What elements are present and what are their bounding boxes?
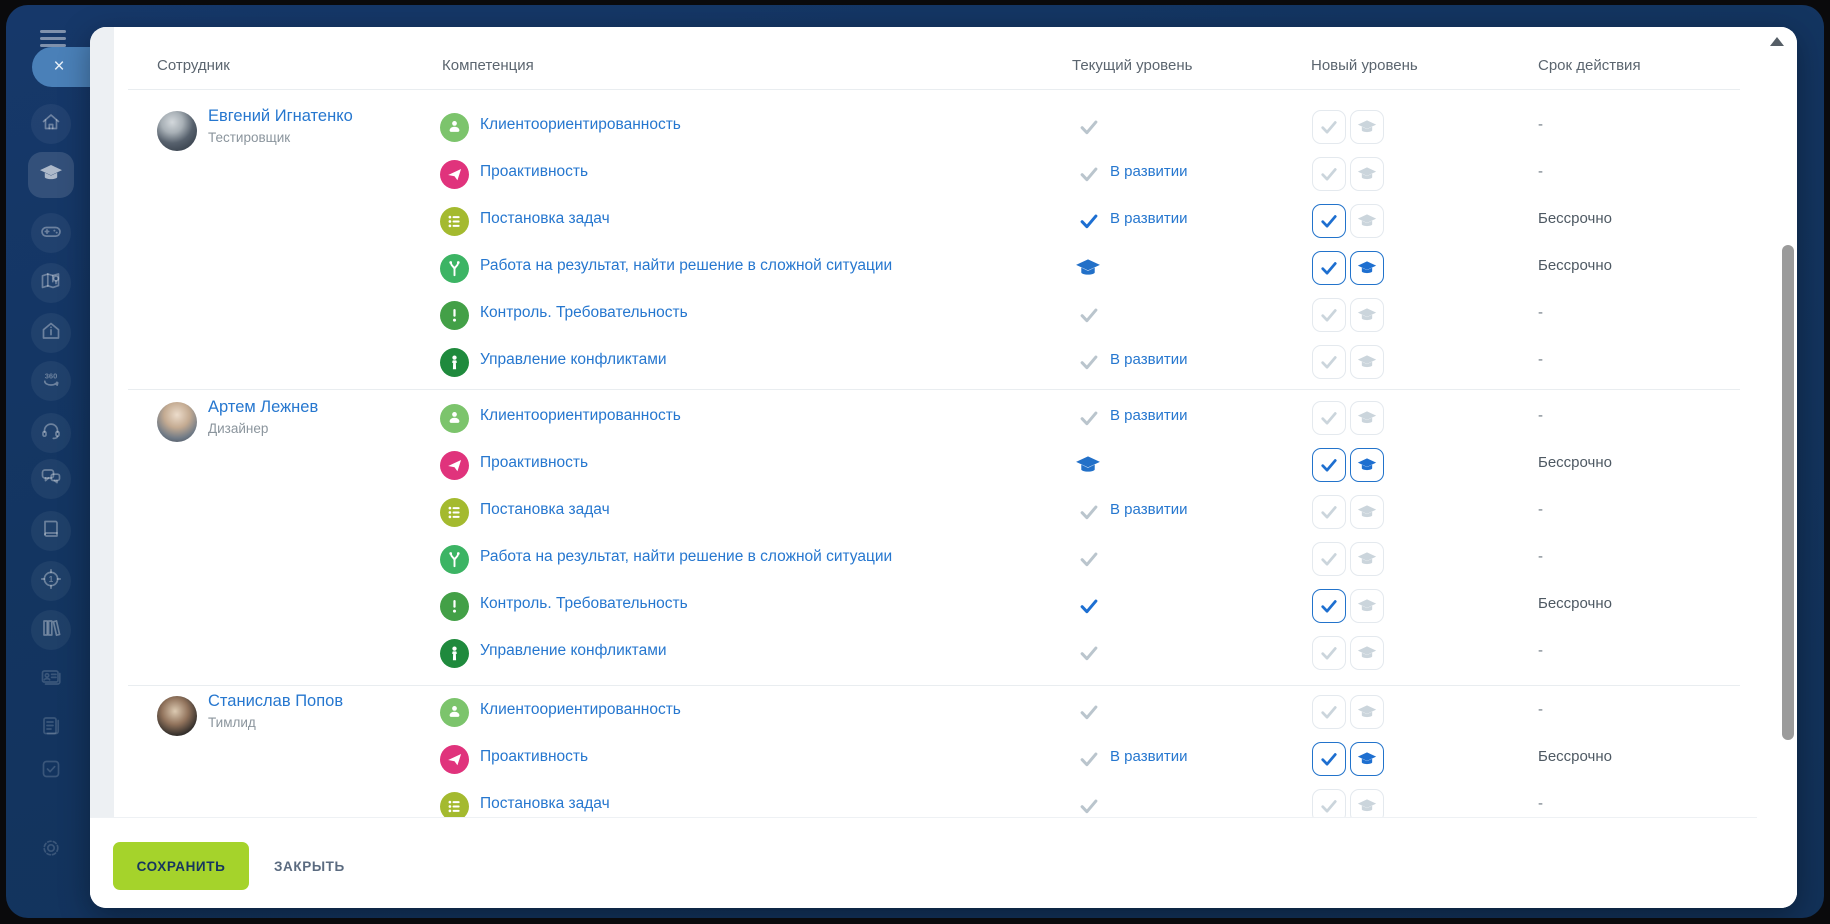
employee-role: Тестировщик — [208, 130, 291, 145]
control-icon — [440, 592, 469, 621]
sidebar-item-documents[interactable] — [31, 708, 71, 748]
competency-link[interactable]: Постановка задач — [480, 210, 610, 227]
competency-link[interactable]: Клиентоориентированность — [480, 701, 681, 718]
competency-link[interactable]: Клиентоориентированность — [480, 407, 681, 424]
modal-footer — [90, 818, 1797, 908]
avatar — [157, 696, 197, 736]
employee-name[interactable]: Станислав Попов — [208, 692, 344, 710]
new-level-cap-button[interactable] — [1350, 742, 1384, 776]
new-level-cap-button[interactable] — [1350, 448, 1384, 482]
in-development-label: В развитии — [1110, 748, 1188, 765]
proactivity-icon — [440, 160, 469, 189]
current-level-check-icon — [1078, 351, 1100, 373]
client-orientation-icon — [440, 698, 469, 727]
new-level-check-button[interactable] — [1312, 251, 1346, 285]
term-value: - — [1538, 548, 1543, 565]
new-level-check-button[interactable] — [1312, 345, 1346, 379]
sidebar-item-goal[interactable] — [31, 561, 71, 601]
result-icon — [440, 545, 469, 574]
in-development-label: В развитии — [1110, 501, 1188, 518]
scrollbar-track[interactable] — [1757, 27, 1797, 908]
client-orientation-icon — [440, 404, 469, 433]
term-value: - — [1538, 116, 1543, 133]
competency-link[interactable]: Проактивность — [480, 454, 589, 471]
sidebar-item-info-house[interactable] — [31, 313, 71, 353]
term-value: Бессрочно — [1538, 210, 1612, 227]
term-value: Бессрочно — [1538, 748, 1612, 765]
app-frame — [6, 5, 1824, 918]
sidebar-item-home[interactable] — [31, 104, 71, 144]
term-value: - — [1538, 304, 1543, 321]
new-level-cap-button[interactable] — [1350, 401, 1384, 435]
id-card-icon — [39, 665, 63, 694]
in-development-label: В развитии — [1110, 163, 1188, 180]
new-level-cap-button[interactable] — [1350, 495, 1384, 529]
proactivity-icon — [440, 745, 469, 774]
new-level-cap-button[interactable] — [1350, 636, 1384, 670]
competency-link[interactable]: Проактивность — [480, 163, 589, 180]
current-level-cap-icon — [1075, 255, 1101, 281]
competency-link[interactable]: Контроль. Требовательность — [480, 304, 688, 321]
column-header-employee: Сотрудник — [157, 57, 230, 74]
sidebar-item-library[interactable] — [31, 610, 71, 650]
new-level-check-button[interactable] — [1312, 110, 1346, 144]
competency-link[interactable]: Проактивность — [480, 748, 589, 765]
current-level-check-icon — [1078, 501, 1100, 523]
task-setting-icon — [440, 207, 469, 236]
new-level-cap-button[interactable] — [1350, 110, 1384, 144]
in-development-label: В развитии — [1110, 210, 1188, 227]
employee-name[interactable]: Артем Лежнев — [208, 398, 319, 416]
new-level-cap-button[interactable] — [1350, 251, 1384, 285]
support-icon — [39, 419, 63, 448]
sidebar-item-rotate-360[interactable] — [31, 361, 71, 401]
result-icon — [440, 254, 469, 283]
term-value: - — [1538, 351, 1543, 368]
control-icon — [440, 301, 469, 330]
new-level-cap-button[interactable] — [1350, 789, 1384, 818]
chat-icon — [39, 465, 63, 494]
settings-icon — [39, 836, 63, 865]
task-setting-icon — [440, 498, 469, 527]
svg-text:1: 1 — [48, 574, 54, 584]
rotate-360-icon — [39, 367, 63, 396]
current-level-check-icon — [1078, 748, 1100, 770]
tasks-icon — [39, 757, 63, 786]
new-level-check-button[interactable] — [1312, 157, 1346, 191]
sidebar-item-education[interactable] — [28, 152, 74, 198]
new-level-check-button[interactable] — [1312, 298, 1346, 332]
term-value: - — [1538, 701, 1543, 718]
employee-name[interactable]: Евгений Игнатенко — [208, 107, 353, 125]
current-level-check-icon — [1078, 163, 1100, 185]
proactivity-icon — [440, 451, 469, 480]
competency-link[interactable]: Работа на результат, найти решение в сложной ситуации — [480, 548, 893, 565]
block-divider — [128, 389, 1740, 390]
employee-role: Дизайнер — [208, 421, 269, 436]
current-level-check-icon — [1078, 407, 1100, 429]
new-level-cap-button[interactable] — [1350, 345, 1384, 379]
new-level-check-button[interactable] — [1312, 636, 1346, 670]
sidebar-item-support[interactable] — [31, 413, 71, 453]
sidebar-item-chat[interactable] — [31, 459, 71, 499]
new-level-cap-button[interactable] — [1350, 695, 1384, 729]
current-level-check-icon — [1078, 642, 1100, 664]
current-level-check-icon — [1078, 595, 1100, 617]
sidebar — [6, 5, 90, 918]
new-level-check-button[interactable] — [1312, 204, 1346, 238]
documents-icon — [39, 714, 63, 743]
term-value: - — [1538, 642, 1543, 659]
column-header-term: Срок действия — [1538, 57, 1641, 74]
column-header-current-level: Текущий уровень — [1072, 57, 1193, 74]
term-value: - — [1538, 407, 1543, 424]
sidebar-item-id-card[interactable] — [31, 659, 71, 699]
competency-link[interactable]: Постановка задач — [480, 501, 610, 518]
book-icon — [39, 517, 63, 546]
svg-text:360: 360 — [44, 371, 58, 380]
current-level-check-icon — [1078, 210, 1100, 232]
competency-link[interactable]: Постановка задач — [480, 795, 610, 812]
new-level-cap-button[interactable] — [1350, 157, 1384, 191]
competency-link[interactable]: Управление конфликтами — [480, 642, 667, 659]
competency-link[interactable]: Контроль. Требовательность — [480, 595, 688, 612]
new-level-check-button[interactable] — [1312, 742, 1346, 776]
new-level-check-button[interactable] — [1312, 495, 1346, 529]
new-level-cap-button[interactable] — [1350, 542, 1384, 576]
scroll-up-icon[interactable] — [1770, 37, 1784, 46]
new-level-check-button[interactable] — [1312, 695, 1346, 729]
column-header-competency: Компетенция — [442, 57, 534, 74]
term-value: Бессрочно — [1538, 454, 1612, 471]
term-value: Бессрочно — [1538, 595, 1612, 612]
in-development-label: В развитии — [1110, 407, 1188, 424]
save-button[interactable]: СОХРАНИТЬ — [113, 842, 249, 890]
new-level-check-button[interactable] — [1312, 542, 1346, 576]
assign-levels-modal — [90, 27, 1797, 908]
new-level-check-button[interactable] — [1312, 589, 1346, 623]
competency-table — [90, 27, 1797, 818]
library-icon — [39, 616, 63, 645]
block-divider — [128, 685, 1740, 686]
close-modal-button[interactable] — [32, 47, 98, 87]
sidebar-item-tasks[interactable] — [31, 751, 71, 791]
client-orientation-icon — [440, 113, 469, 142]
sidebar-item-games[interactable] — [31, 213, 71, 253]
current-level-check-icon — [1078, 701, 1100, 723]
competency-link[interactable]: Управление конфликтами — [480, 351, 667, 368]
map-icon — [39, 269, 63, 298]
info-house-icon — [39, 319, 63, 348]
current-level-check-icon — [1078, 548, 1100, 570]
competency-link[interactable]: Клиентоориентированность — [480, 116, 681, 133]
new-level-cap-button[interactable] — [1350, 589, 1384, 623]
employee-role: Тимлид — [208, 715, 256, 730]
term-value: - — [1538, 795, 1543, 812]
avatar — [157, 111, 197, 151]
new-level-cap-button[interactable] — [1350, 298, 1384, 332]
home-icon — [39, 110, 63, 139]
scrollbar-thumb[interactable] — [1782, 245, 1794, 740]
close-icon: × — [53, 56, 65, 77]
term-value: - — [1538, 501, 1543, 518]
conflict-icon — [440, 639, 469, 668]
new-level-check-button[interactable] — [1312, 448, 1346, 482]
sidebar-item-book[interactable] — [31, 511, 71, 551]
conflict-icon — [440, 348, 469, 377]
education-icon — [39, 161, 63, 190]
close-button[interactable]: ЗАКРЫТЬ — [268, 842, 348, 890]
column-header-new-level: Новый уровень — [1311, 57, 1418, 74]
current-level-check-icon — [1078, 304, 1100, 326]
task-setting-icon — [440, 792, 469, 819]
current-level-cap-icon — [1075, 452, 1101, 478]
sidebar-item-settings[interactable] — [31, 830, 71, 870]
term-value: - — [1538, 163, 1543, 180]
new-level-cap-button[interactable] — [1350, 204, 1384, 238]
current-level-check-icon — [1078, 116, 1100, 138]
new-level-check-button[interactable] — [1312, 401, 1346, 435]
term-value: Бессрочно — [1538, 257, 1612, 274]
current-level-check-icon — [1078, 795, 1100, 817]
avatar — [157, 402, 197, 442]
in-development-label: В развитии — [1110, 351, 1188, 368]
goal-icon — [39, 567, 63, 596]
sidebar-item-map[interactable] — [31, 263, 71, 303]
games-icon — [39, 219, 63, 248]
new-level-check-button[interactable] — [1312, 789, 1346, 818]
competency-link[interactable]: Работа на результат, найти решение в сложной ситуации — [480, 257, 893, 274]
